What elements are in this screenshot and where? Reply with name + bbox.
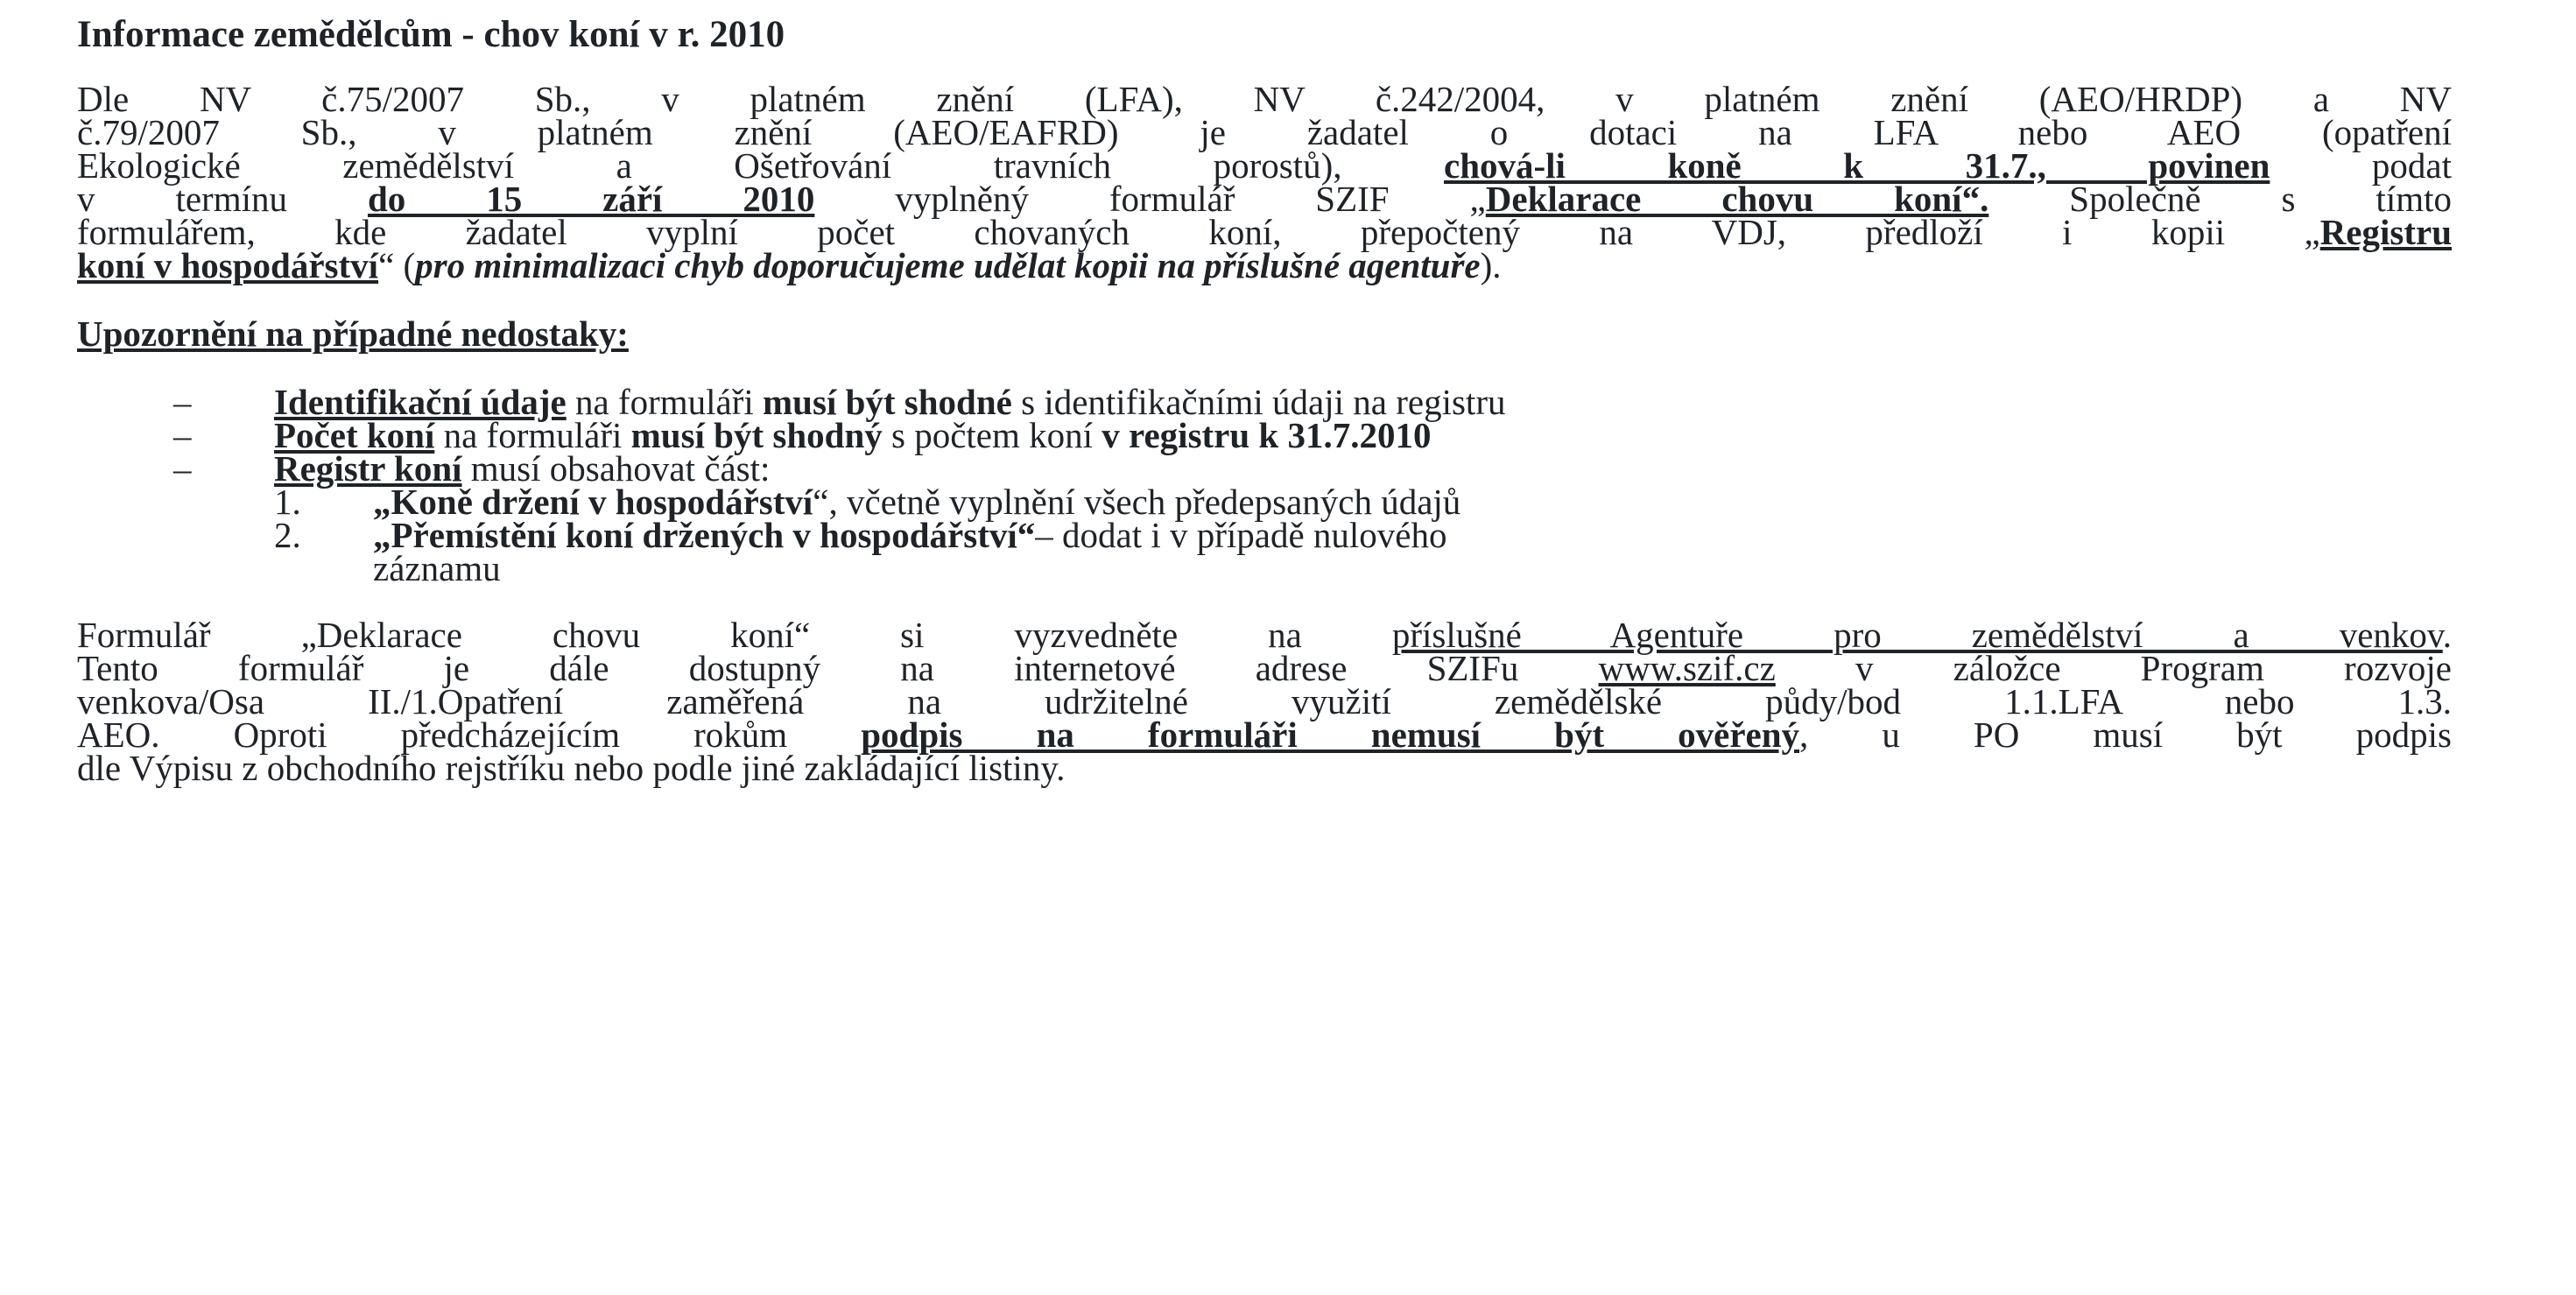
dash-bullet: – <box>173 382 192 422</box>
warning-heading: Upozornění na případné nedostaky: <box>77 313 629 354</box>
intro-text: podat <box>2270 145 2452 186</box>
intro-text: “ ( <box>378 245 416 285</box>
item-text: “, včetně vyplnění všech předepsaných údajů <box>813 482 1461 522</box>
item-emphasis: v registru k 31.7.2010 <box>1101 415 1432 455</box>
item-key: Identifikační údaje <box>274 382 567 422</box>
dash-bullet: – <box>173 448 192 489</box>
closing-text: Formulář „Deklarace chovu koní“ si vyzvedněte na <box>77 615 1392 655</box>
intro-line <box>77 245 2452 285</box>
closing-text: v záložce Program rozvoje <box>1775 648 2452 688</box>
closing-line <box>77 648 2452 688</box>
list-item <box>77 382 2452 422</box>
intro-text: Společně s tímto <box>1988 179 2453 219</box>
closing-line <box>77 714 2452 755</box>
dash-bullet: – <box>173 415 192 455</box>
closing-text: Tento formulář je dále dostupný na internetové adrese SZIFu <box>77 648 1599 688</box>
intro-line <box>77 145 2452 186</box>
item-key: Počet koní <box>274 415 435 455</box>
closing-line <box>77 681 2452 721</box>
closing-text: dle Výpisu z obchodního rejstříku nebo podle jiné zakládající listiny. <box>77 748 1066 788</box>
item-emphasis: musí být shodné <box>763 382 1012 422</box>
list-item <box>77 415 2452 455</box>
item-emphasis: „Koně držení v hospodářství <box>373 482 813 522</box>
intro-line <box>77 112 2452 152</box>
intro-text: Dle NV č.75/2007 Sb., v platném znění (LFA), NV č.242/2004, v platném znění (AEO/HRDP) a NV <box>77 79 2452 119</box>
warning-list <box>77 382 2452 588</box>
intro-text: vyplněný formulář SZIF „ <box>814 179 1486 219</box>
agency-link[interactable]: příslušné Agentuře pro zemědělství a venkov <box>1391 615 2443 655</box>
intro-text: v termínu <box>77 179 368 219</box>
item-number: 1. <box>274 482 301 522</box>
intro-paragraph <box>77 79 2453 285</box>
item-text: na formuláři <box>434 415 631 455</box>
numbered-item <box>77 482 2452 522</box>
numbered-item <box>77 515 2452 588</box>
item-text: – dodat i v případě nulového <box>1035 515 1447 555</box>
closing-text: . <box>2442 615 2452 655</box>
item-text: na formuláři <box>566 382 764 422</box>
intro-text: Ekologické zemědělství a Ošetřování travních porostů), <box>77 145 1444 186</box>
intro-text: ). <box>1480 245 1502 285</box>
item-number: 2. <box>274 515 301 555</box>
item-text: záznamu <box>373 548 501 588</box>
recommendation-note: pro minimalizaci chyb doporučujeme udělat kopii na příslušné agentuře <box>415 245 1481 285</box>
item-text: musí obsahovat část: <box>461 448 771 489</box>
item-text: s identifikačními údaji na registru <box>1011 382 1506 422</box>
deadline-emphasis: do 15 září 2010 <box>367 179 815 219</box>
item-text: s počtem koní <box>882 415 1102 455</box>
item-emphasis: „Přemístění koní držených v hospodářství“ <box>373 515 1036 555</box>
closing-text: AEO. Oproti předcházejícím rokům <box>77 714 862 755</box>
item-emphasis: musí být shodný <box>630 415 883 455</box>
closing-text: venkova/Osa II./1.Opatření zaměřená na udržitelné využití zemědělské půdy/bod 1.1.LFA nebo 1.3. <box>77 681 2452 721</box>
form-name-emphasis: Deklarace chovu koní“. <box>1485 179 1989 219</box>
document-title: Informace zemědělcům - chov koní v r. 2010 <box>77 14 785 55</box>
signature-note: podpis na formuláři nemusí být ověřený <box>861 714 1800 755</box>
intro-text: formulářem, kde žadatel vyplní počet chovaných koní, přepočtený na VDJ, předloží i kopii „ <box>77 212 2320 252</box>
obligation-emphasis: chová-li koně k 31.7., povinen <box>1444 145 2270 186</box>
list-item <box>77 448 2452 489</box>
szif-website-link[interactable]: www.szif.cz <box>1598 648 1776 688</box>
item-key: Registr koní <box>274 448 462 489</box>
register-emphasis: koní v hospodářství <box>77 245 379 285</box>
intro-line <box>77 79 2452 119</box>
register-emphasis: Registru <box>2319 212 2452 252</box>
closing-text: , u PO musí být podpis <box>1799 714 2452 755</box>
closing-line <box>77 748 2452 788</box>
closing-line <box>77 615 2452 655</box>
intro-line <box>77 212 2452 252</box>
document-page <box>77 12 2453 788</box>
closing-paragraph <box>77 615 2452 788</box>
intro-line <box>77 179 2453 219</box>
intro-text: č.79/2007 Sb., v platném znění (AEO/EAFRD) je žadatel o dotaci na LFA nebo AEO (opatření <box>77 112 2452 152</box>
